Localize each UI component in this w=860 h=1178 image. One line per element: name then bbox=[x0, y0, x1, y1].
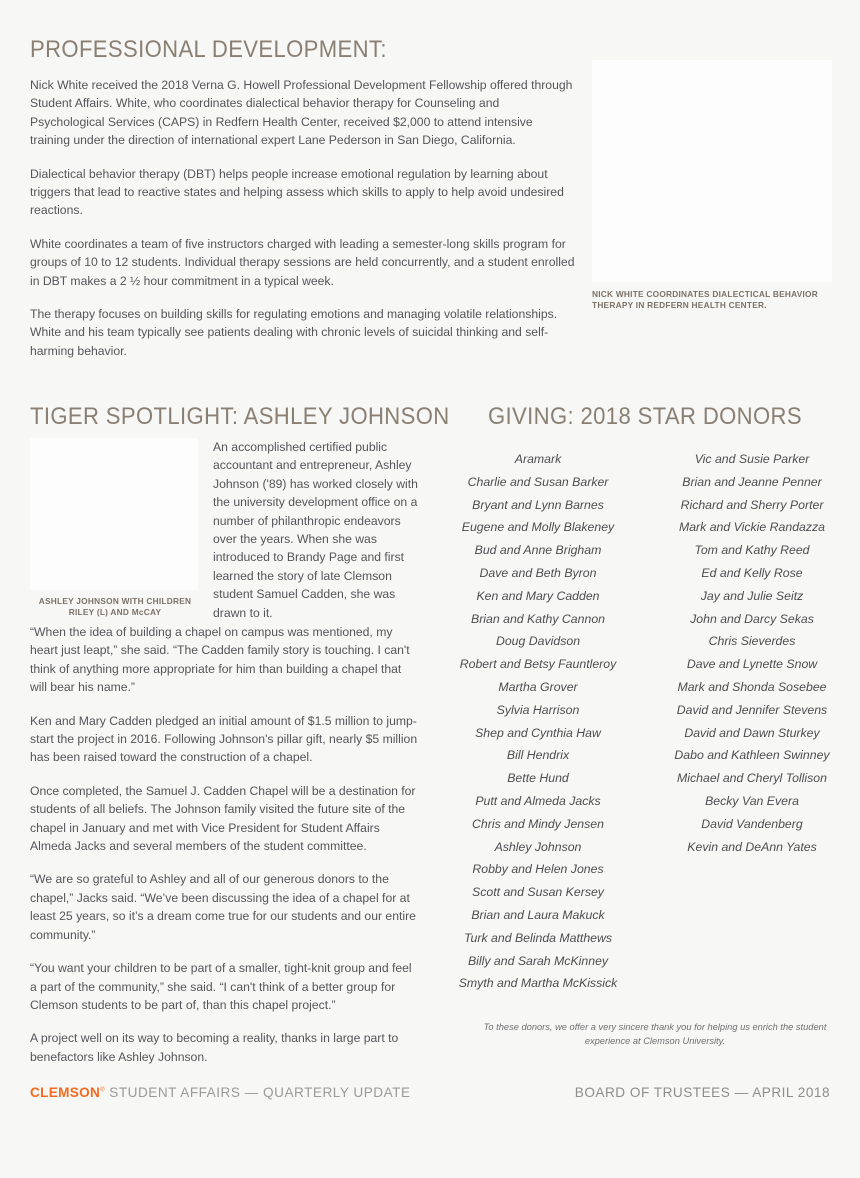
donor-name: Billy and Sarah McKinney bbox=[467, 953, 609, 968]
tiger-spotlight-heading: TIGER SPOTLIGHT: ASHLEY JOHNSON bbox=[30, 403, 450, 430]
donor-name: Dave and Lynette Snow bbox=[686, 657, 818, 672]
tiger-spotlight-body bbox=[30, 623, 420, 1066]
donor-name: Doug Davidson bbox=[495, 634, 581, 649]
footer-left-label: STUDENT AFFAIRS — QUARTERLY UPDATE bbox=[109, 1085, 411, 1100]
donor-name: Brian and Laura Makuck bbox=[471, 907, 605, 922]
caption-line: ASHLEY JOHNSON WITH CHILDREN bbox=[38, 596, 192, 606]
professional-development-body bbox=[30, 76, 575, 360]
tiger-spotlight-intro bbox=[213, 438, 418, 622]
donor-name: Mark and Shonda Sosebee bbox=[677, 679, 827, 694]
donor-name: Michael and Cheryl Tollison bbox=[677, 771, 827, 786]
donor-name: John and Darcy Sekas bbox=[690, 611, 814, 626]
donor-name: Jay and Julie Seitz bbox=[700, 588, 804, 603]
donor-name: Bryant and Lynn Barnes bbox=[472, 497, 604, 512]
donor-name: Dave and Beth Byron bbox=[479, 565, 597, 580]
donor-name: Vic and Susie Parker bbox=[694, 452, 810, 466]
donor-name: Charlie and Susan Barker bbox=[467, 474, 609, 489]
donor-name: Brian and Kathy Cannon bbox=[471, 611, 605, 626]
donor-list bbox=[440, 448, 850, 995]
ashley-johnson-photo-caption bbox=[20, 596, 210, 618]
paragraph: White coordinates a team of five instructors charged with leading a semester-long skills program for groups of 10 to 12 students. Individual therapy sessions are held concurrently, and a student enrolled in DBT makes a 2 ½ hour commitment in a typical week. bbox=[30, 236, 575, 288]
donor-name: Shep and Cynthia Haw bbox=[475, 725, 601, 740]
donor-name: Chris Sieverdes bbox=[708, 634, 796, 649]
professional-development-heading: PROFESSIONAL DEVELOPMENT: bbox=[30, 36, 387, 63]
donor-name: Bette Hund bbox=[507, 771, 569, 786]
paragraph: Nick White received the 2018 Verna G. Howell Professional Development Fellowship offered through Student Affairs. White, who coordinates dialectical behavior therapy for Counseling and Psychological Services (CAPS) in Redfern Health Center, received $2,000 to attend intensive training under the direction of international expert Lane Pederson in San Diego, California. bbox=[30, 78, 573, 148]
paragraph: “We are so grateful to Ashley and all of our generous donors to the chapel,” Jacks said. “We’ve been discussing the idea of a chapel for at least 25 years, so it’s a dream come true for our students and our entire community.” bbox=[30, 872, 416, 942]
paragraph: A project well on its way to becoming a reality, thanks in large part to benefactors like Ashley Johnson. bbox=[30, 1031, 399, 1064]
paragraph: Dialectical behavior therapy (DBT) helps people increase emotional regulation by learning about triggers that lead to reactive states and helping assess which skills to apply to help avoid undesired reactions. bbox=[30, 166, 564, 218]
paragraph: “You want your children to be part of a smaller, tight-knit group and feel a part of the community,” she said. “I can't think of a better group for Clemson students to be part of, than this chapel project.” bbox=[30, 961, 412, 1012]
nick-white-photo bbox=[592, 60, 832, 282]
donor-column-2 bbox=[654, 448, 850, 995]
paragraph: “When the idea of building a chapel on campus was mentioned, my heart just leapt,” she said. “The Cadden family story is touching. I can't think of anything more appropriate for him than building a chapel that will bear his name.” bbox=[30, 625, 410, 695]
donor-name: Chris and Mindy Jensen bbox=[472, 816, 604, 831]
donor-name: Bill Hendrix bbox=[506, 748, 570, 763]
caption-line: RILEY (L) AND McCAY bbox=[68, 607, 162, 617]
donor-name: Richard and Sherry Porter bbox=[680, 497, 824, 512]
donor-name: Turk and Belinda Matthews bbox=[463, 930, 613, 945]
donor-name: Scott and Susan Kersey bbox=[472, 885, 604, 900]
clemson-wordmark: CLEMSON bbox=[30, 1085, 101, 1100]
footer-right-label: BOARD OF TRUSTEES — APRIL 2018 bbox=[574, 1085, 830, 1100]
donor-name: Brian and Jeanne Penner bbox=[682, 474, 822, 489]
paragraph: Once completed, the Samuel J. Cadden Chapel will be a destination for students of all beliefs. The Johnson family visited the future site of the chapel in January and met with Vice President for Student Affairs Almeda Jacks and several members of the student committee. bbox=[30, 783, 416, 854]
registered-trademark-icon: ® bbox=[100, 1087, 105, 1094]
donor-name: David and Jennifer Stevens bbox=[676, 702, 828, 717]
donor-name: Becky Van Evera bbox=[705, 793, 799, 808]
paragraph: An accomplished certified public accountant and entrepreneur, Ashley Johnson ('89) has worked closely with the university development office on a number of philanthropic endeavors over the years. When she was introduced to Brandy Page and first learned the story of late Clemson student Samuel Cadden, she was drawn to it. bbox=[213, 440, 418, 620]
donor-name: Putt and Almeda Jacks bbox=[475, 793, 601, 808]
donor-name: Robert and Betsy Fauntleroy bbox=[459, 657, 617, 672]
donor-name: Ashley Johnson bbox=[494, 839, 582, 854]
donor-column-1 bbox=[440, 448, 636, 995]
paragraph: Ken and Mary Cadden pledged an initial amount of $1.5 million to jump-start the project in 2016. Following Johnson's pillar gift, nearly $5 million has been raised toward the construction of a chapel. bbox=[30, 713, 418, 765]
donor-name: Martha Grover bbox=[498, 679, 578, 694]
donor-name: Tom and Kathy Reed bbox=[694, 543, 810, 558]
donor-name: Ed and Kelly Rose bbox=[701, 565, 803, 580]
giving-heading: GIVING: 2018 STAR DONORS bbox=[488, 403, 802, 430]
paragraph: The therapy focuses on building skills for regulating emotions and managing volatile relationships. White and his team typically see patients dealing with chronic levels of suicidal thinking and self-harming behavior. bbox=[30, 307, 558, 358]
donor-name: Bud and Anne Brigham bbox=[474, 543, 602, 558]
ashley-johnson-photo bbox=[30, 438, 198, 590]
donor-name: Kevin and DeAnn Yates bbox=[687, 839, 817, 854]
donor-thank-you-note: To these donors, we offer a very sincere thank you for helping us enrich the student experience at Clemson University. bbox=[483, 1022, 827, 1046]
donor-name: Robby and Helen Jones bbox=[472, 862, 604, 877]
donor-name: Ken and Mary Cadden bbox=[476, 588, 600, 603]
donor-name: David and Dawn Sturkey bbox=[684, 725, 820, 740]
donor-name: Mark and Vickie Randazza bbox=[678, 520, 826, 535]
donor-name: Eugene and Molly Blakeney bbox=[461, 520, 615, 535]
donor-name: Sylvia Harrison bbox=[496, 702, 580, 717]
donor-name: Aramark bbox=[514, 452, 562, 466]
donor-name: Smyth and Martha McKissick bbox=[458, 976, 618, 991]
footer-left bbox=[30, 1085, 411, 1100]
nick-white-photo-caption: NICK WHITE COORDINATES DIALECTICAL BEHAVIOR THERAPY IN REDFERN HEALTH CENTER. bbox=[592, 289, 819, 310]
donor-name: Dabo and Kathleen Swinney bbox=[674, 748, 830, 763]
donor-name: David Vandenberg bbox=[701, 816, 803, 831]
